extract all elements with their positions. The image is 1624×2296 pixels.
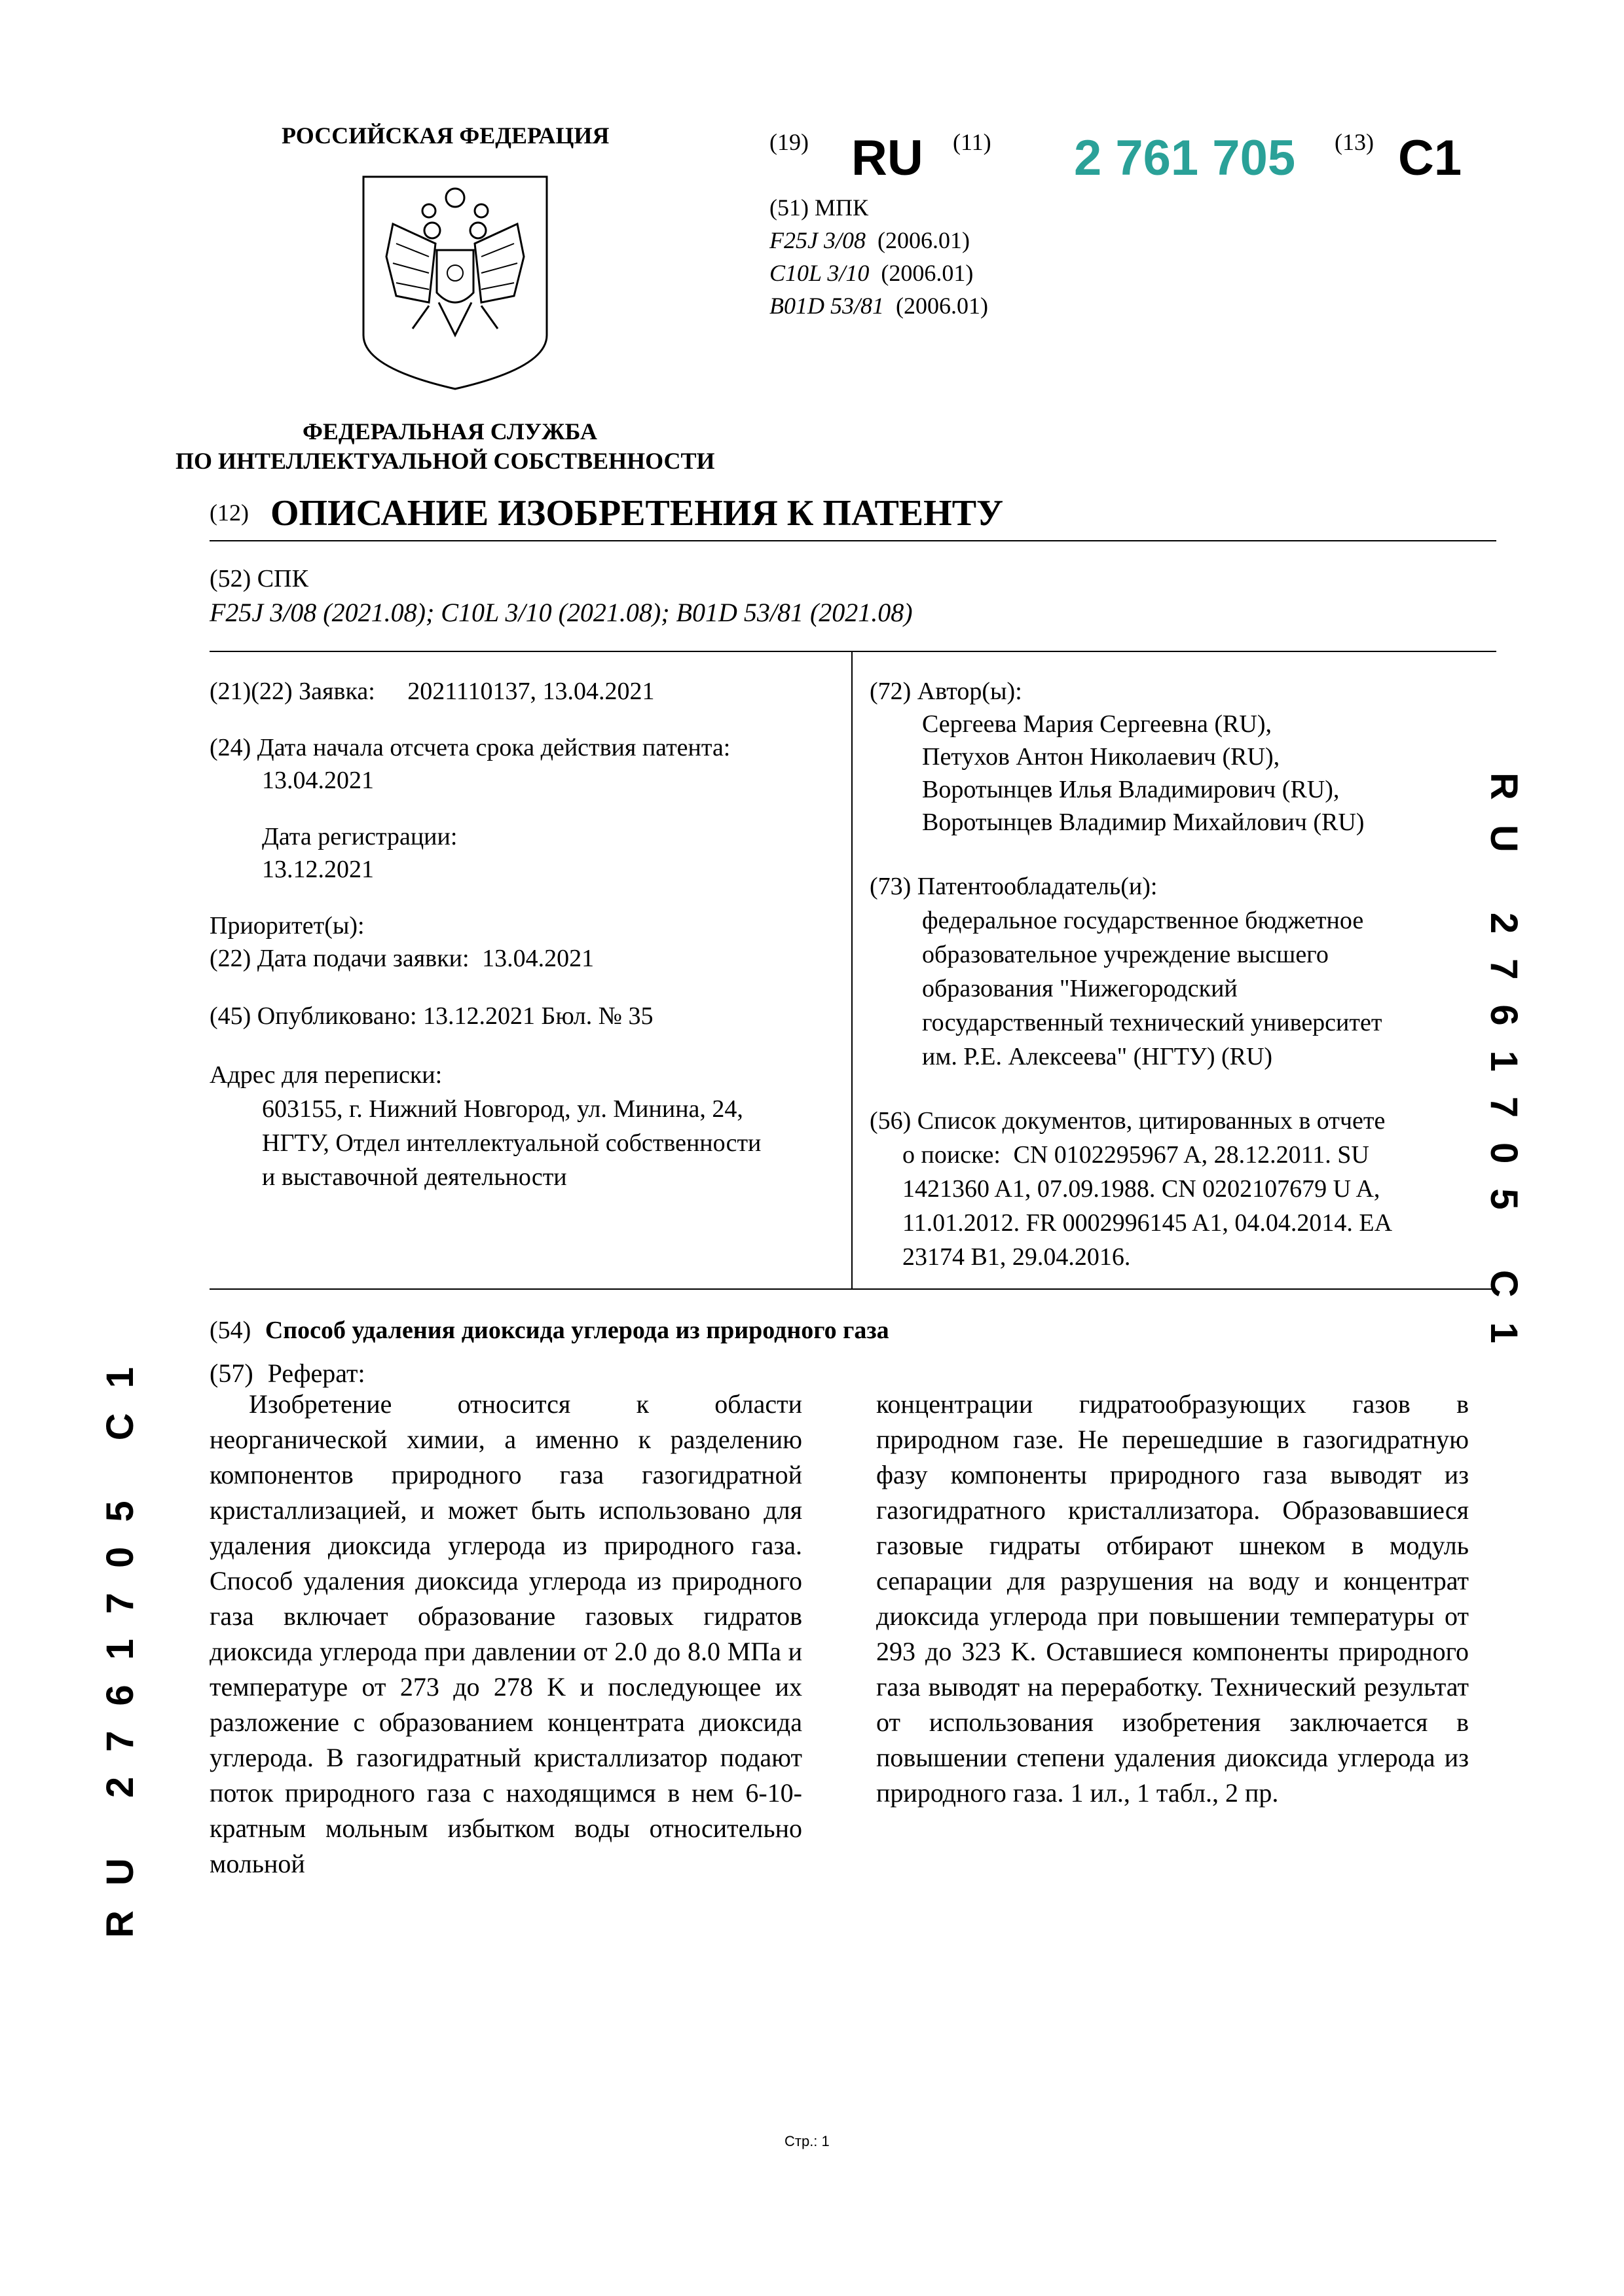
spk-label: (52) СПК — [210, 565, 308, 592]
side-code-right: RU 2761705 C1 — [1483, 773, 1525, 1368]
country-code: RU — [851, 130, 923, 186]
country-name: РОССИЙСКАЯ ФЕДЕРАЦИЯ — [282, 122, 610, 149]
mpk-code: C10L 3/10 — [769, 260, 870, 286]
holder-label: (73) Патентообладатель(и): — [870, 873, 1158, 900]
published-value: 13.12.2021 — [423, 1002, 536, 1030]
holder-line: федеральное государственное бюджетное — [922, 907, 1364, 934]
mpk-item — [769, 292, 988, 319]
start-date-label: (24) Дата начала отсчета срока действия патента: — [210, 734, 731, 761]
kind-code: C1 — [1398, 130, 1462, 186]
code-54: (54) — [210, 1317, 251, 1344]
page-title: ОПИСАНИЕ ИЗОБРЕТЕНИЯ К ПАТЕНТУ — [270, 493, 1004, 534]
docs-label-2: о поиске: — [902, 1141, 1001, 1169]
spk-value: F25J 3/08 (2021.08); C10L 3/10 (2021.08); B01D 53/81 (2021.08) — [210, 598, 913, 627]
cited-doc: CN 0102295967 A, 28.12.2011. SU — [1013, 1141, 1369, 1169]
published-row — [210, 1002, 654, 1030]
patent-number: 2 761 705 — [1074, 130, 1296, 186]
mpk-label: (51) МПК — [769, 194, 868, 221]
author: Сергеева Мария Сергеевна (RU), — [922, 710, 1272, 738]
mpk-item — [769, 227, 970, 254]
divider — [210, 651, 1496, 652]
docs-first-line — [902, 1140, 1369, 1169]
mpk-code: B01D 53/81 — [769, 293, 884, 319]
author: Воротынцев Владимир Михайлович (RU) — [922, 809, 1365, 836]
column-divider — [851, 651, 853, 1288]
invention-row — [210, 1316, 889, 1345]
filing-value: 13.04.2021 — [482, 945, 595, 972]
abstract-label: Реферат: — [267, 1358, 365, 1388]
divider — [210, 540, 1496, 541]
priority-label: Приоритет(ы): — [210, 912, 365, 939]
divider — [210, 1288, 1496, 1290]
mpk-version: (2006.01) — [881, 260, 974, 286]
application-row — [210, 677, 654, 706]
code-13: (13) — [1335, 129, 1374, 155]
invention-name: Способ удаления диоксида углерода из природного газа — [265, 1317, 889, 1344]
address-line: НГТУ, Отдел интеллектуальной собственности — [262, 1129, 762, 1157]
code-11: (11) — [953, 129, 991, 155]
abstract-right: концентрации гидратообразующих газов в природном газе. Не перешедшие в газогидратную фазу компоненты природного газа выводят из газогидратного кристаллизатора. Образовавшиеся газовые гидраты отбирают шнеком в модуль сепарации для разрушения на воду и концентрат диоксида углерода при повышении температуры от 293 до 323 K. Оставшиеся компоненты природного газа выводят на переработку. Технический результат от использования изобретения заключается в повышении степени удаления диоксида углерода из природного газа. 1 ил., 1 табл., 2 пр. — [876, 1389, 1469, 1808]
cited-doc: 11.01.2012. FR 0002996145 A1, 04.04.2014. EA — [902, 1209, 1393, 1237]
docs-label: (56) Список документов, цитированных в отчете — [870, 1107, 1386, 1135]
coat-of-arms-icon — [357, 172, 553, 394]
author: Воротынцев Илья Владимирович (RU), — [922, 776, 1340, 803]
side-code-left: RU 2761705 C1 — [99, 1342, 141, 1938]
abstract-heading — [210, 1358, 365, 1389]
holder-line: им. Р.Е. Алексеева" (НГТУ) (RU) — [922, 1043, 1273, 1070]
agency-line-2: ПО ИНТЕЛЛЕКТУАЛЬНОЙ СОБСТВЕННОСТИ — [175, 448, 715, 474]
mpk-version: (2006.01) — [877, 227, 970, 253]
agency-line-1: ФЕДЕРАЛЬНАЯ СЛУЖБА — [303, 418, 597, 445]
registration-value: 13.12.2021 — [262, 856, 374, 883]
mpk-code: F25J 3/08 — [769, 227, 866, 253]
application-label: (21)(22) Заявка: — [210, 678, 375, 705]
code-57: (57) — [210, 1358, 253, 1388]
code-19: (19) — [769, 129, 809, 155]
author: Петухов Антон Николаевич (RU), — [922, 743, 1280, 771]
address-line: 603155, г. Нижний Новгород, ул. Минина, 24, — [262, 1095, 743, 1123]
application-value: 2021110137, 13.04.2021 — [407, 678, 655, 705]
holder-line: государственный технический университет — [922, 1009, 1382, 1036]
cited-doc: 23174 B1, 29.04.2016. — [902, 1243, 1131, 1271]
address-label: Адрес для переписки: — [210, 1061, 443, 1089]
mpk-version: (2006.01) — [896, 293, 988, 319]
holder-line: образовательное учреждение высшего — [922, 941, 1329, 968]
filing-label: (22) Дата подачи заявки: — [210, 945, 470, 972]
filing-row — [210, 944, 594, 973]
start-date-value: 13.04.2021 — [262, 767, 374, 794]
title-code: (12) — [210, 500, 249, 526]
mpk-item — [769, 259, 973, 287]
authors-label: (72) Автор(ы): — [870, 678, 1022, 705]
holder-line: образования "Нижегородский — [922, 975, 1238, 1002]
page-number: Стр.: 1 — [784, 2133, 830, 2149]
registration-label: Дата регистрации: — [262, 823, 458, 850]
abstract-left: Изобретение относится к области неорганической химии, а именно к разделению компонентов природного газа газогидратной кристаллизацией, и может быть использовано для удаления диоксида углерода из природного газа. Способ удаления диоксида углерода из природного газа включает образование газовых гидратов диоксида углерода при давлении от 2.0 до 8.0 МПа и температуре от 273 до 278 K и последующее их разложение с образованием концентрата диоксида углерода. В газогидратный кристаллизатор подают поток природного газа с находящимся в нем 6-10-кратным мольным избытком воды относительно мольной — [210, 1389, 802, 1878]
published-label: (45) Опубликовано: — [210, 1002, 417, 1030]
cited-doc: 1421360 A1, 07.09.1988. CN 0202107679 U A, — [902, 1175, 1380, 1203]
bulletin: Бюл. № 35 — [541, 1002, 654, 1030]
address-line: и выставочной деятельности — [262, 1163, 567, 1191]
